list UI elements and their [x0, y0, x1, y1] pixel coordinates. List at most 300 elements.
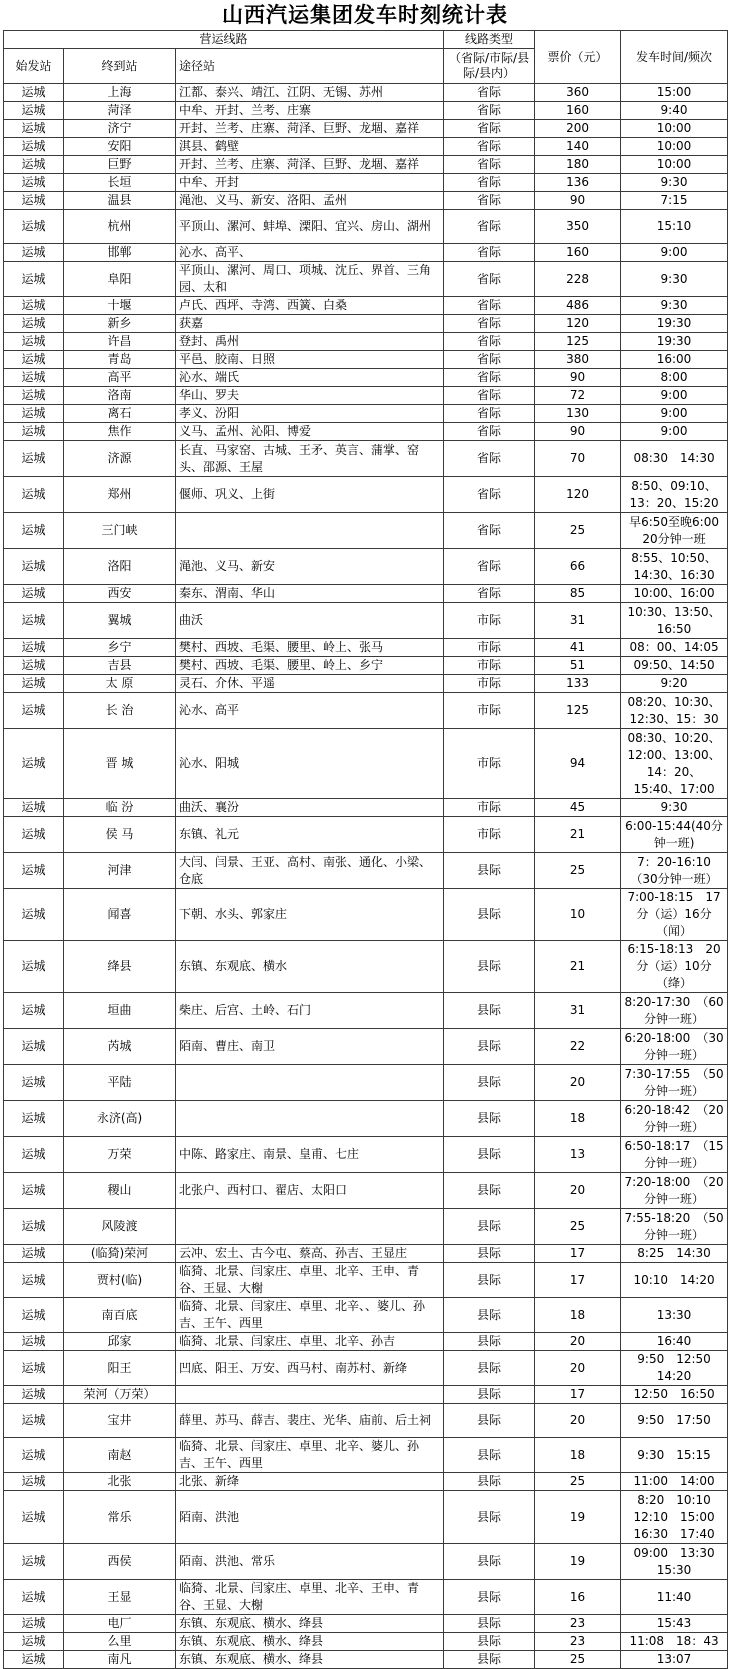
- origin-cell: 运城: [4, 853, 64, 889]
- schedule-cell: 9:30: [621, 297, 728, 315]
- via-cell: 下朝、水头、郭家庄: [176, 889, 444, 941]
- route-type-cell: 省际: [444, 315, 535, 333]
- table-row: [4, 84, 728, 102]
- table-row: [4, 853, 728, 889]
- via-cell: 平顶山、漯河、蚌埠、溧阳、宜兴、房山、湖州: [176, 210, 444, 244]
- origin-cell: 运城: [4, 262, 64, 297]
- route-type-cell: 市际: [444, 693, 535, 729]
- schedule-cell: 16:00: [621, 351, 728, 369]
- origin-cell: 运城: [4, 315, 64, 333]
- destination-cell: 荣河（万荣）: [64, 1386, 176, 1404]
- destination-cell: 杭州: [64, 210, 176, 244]
- route-type-sub-header: （省际/市际/县际/县内）: [444, 49, 535, 84]
- route-type-cell: 市际: [444, 603, 535, 639]
- via-cell: 平邑、胶南、日照: [176, 351, 444, 369]
- via-cell: 临猗、北景、闫家庄、卓里、北辛、王申、青谷、王显、大榭: [176, 1580, 444, 1615]
- table-row: [4, 817, 728, 853]
- price-cell: 200: [535, 120, 621, 138]
- route-type-cell: 县际: [444, 1333, 535, 1351]
- table-row: [4, 693, 728, 729]
- route-type-cell: 省际: [444, 387, 535, 405]
- price-cell: 85: [535, 585, 621, 603]
- price-cell: 136: [535, 174, 621, 192]
- price-cell: 17: [535, 1245, 621, 1263]
- schedule-cell: 10:00: [621, 120, 728, 138]
- schedule-cell: 19:30: [621, 333, 728, 351]
- schedule-cell: 15:43: [621, 1615, 728, 1633]
- schedule-cell: 6:50-18:17 （15分钟一班）: [621, 1137, 728, 1173]
- destination-cell: 离石: [64, 405, 176, 423]
- schedule-cell: 10:00: [621, 156, 728, 174]
- table-row: [4, 1651, 728, 1669]
- table-row: [4, 1333, 728, 1351]
- price-cell: 18: [535, 1438, 621, 1473]
- schedule-cell: 8:25 14:30: [621, 1245, 728, 1263]
- table-header: [4, 31, 728, 84]
- via-cell: 陌南、曹庄、南卫: [176, 1029, 444, 1065]
- table-row: [4, 1491, 728, 1544]
- schedule-cell: 9:00: [621, 244, 728, 262]
- price-cell: 45: [535, 799, 621, 817]
- via-cell: 长直、马家窑、古城、王矛、英言、蒲掌、窑头、邵源、王屋: [176, 441, 444, 477]
- origin-cell: 运城: [4, 1029, 64, 1065]
- table-row: [4, 585, 728, 603]
- schedule-cell: 6:00-15:44(40分钟一班): [621, 817, 728, 853]
- origin-cell: 运城: [4, 1651, 64, 1669]
- price-cell: 360: [535, 84, 621, 102]
- table-row: [4, 603, 728, 639]
- schedule-cell: 7:15: [621, 192, 728, 210]
- origin-cell: 运城: [4, 941, 64, 993]
- origin-header: 始发站: [4, 49, 64, 84]
- destination-cell: 稷山: [64, 1173, 176, 1209]
- origin-cell: 运城: [4, 423, 64, 441]
- destination-cell: 西安: [64, 585, 176, 603]
- table-row: [4, 333, 728, 351]
- route-type-cell: 县际: [444, 1173, 535, 1209]
- schedule-cell: 10:30、13:50、16:50: [621, 603, 728, 639]
- via-cell: [176, 1101, 444, 1137]
- schedule-cell: 9:00: [621, 423, 728, 441]
- route-type-cell: 县际: [444, 1386, 535, 1404]
- destination-cell: 闻喜: [64, 889, 176, 941]
- route-type-cell: 县际: [444, 1065, 535, 1101]
- destination-cell: 吉县: [64, 657, 176, 675]
- price-cell: 31: [535, 603, 621, 639]
- destination-cell: 万荣: [64, 1137, 176, 1173]
- schedule-cell: 10:10 14:20: [621, 1263, 728, 1298]
- price-cell: 25: [535, 513, 621, 549]
- page-title: 山西汽运集团发车时刻统计表: [222, 3, 508, 27]
- schedule-cell: 16:40: [621, 1333, 728, 1351]
- table-row: [4, 138, 728, 156]
- table-row: [4, 1544, 728, 1580]
- table-row: [4, 405, 728, 423]
- price-cell: 16: [535, 1580, 621, 1615]
- via-cell: 樊村、西坡、毛渠、腰里、岭上、张马: [176, 639, 444, 657]
- destination-header: 终到站: [64, 49, 176, 84]
- price-cell: 133: [535, 675, 621, 693]
- destination-cell: 电厂: [64, 1615, 176, 1633]
- price-cell: 160: [535, 102, 621, 120]
- via-cell: 开封、兰考、庄寨、菏泽、巨野、龙堌、嘉祥: [176, 156, 444, 174]
- origin-cell: 运城: [4, 1386, 64, 1404]
- schedule-cell: 8:20 10:10 12:10 15:00 16:30 17:40: [621, 1491, 728, 1544]
- schedule-cell: 11:00 14:00: [621, 1473, 728, 1491]
- route-type-cell: 省际: [444, 477, 535, 513]
- table-row: [4, 1386, 728, 1404]
- price-cell: 125: [535, 693, 621, 729]
- origin-cell: 运城: [4, 84, 64, 102]
- via-cell: 樊村、西坡、毛渠、腰里、岭上、乡宁: [176, 657, 444, 675]
- via-cell: [176, 1386, 444, 1404]
- via-cell: 卢氏、西坪、寺湾、西簧、白桑: [176, 297, 444, 315]
- destination-cell: 温县: [64, 192, 176, 210]
- destination-cell: 高平: [64, 369, 176, 387]
- destination-cell: 绛县: [64, 941, 176, 993]
- via-cell: 中牟、开封、兰考、庄寨: [176, 102, 444, 120]
- price-cell: 21: [535, 941, 621, 993]
- via-cell: 云冲、宏土、古今屯、蔡高、孙吉、王显庄: [176, 1245, 444, 1263]
- via-cell: 中牟、开封: [176, 174, 444, 192]
- table-row: [4, 156, 728, 174]
- destination-cell: 侯 马: [64, 817, 176, 853]
- price-cell: 25: [535, 853, 621, 889]
- schedule-cell: 9:30 15:15: [621, 1438, 728, 1473]
- table-row: [4, 639, 728, 657]
- table-row: [4, 1615, 728, 1633]
- route-type-cell: 县际: [444, 993, 535, 1029]
- table-row: [4, 369, 728, 387]
- table-row: [4, 192, 728, 210]
- via-cell: [176, 1209, 444, 1245]
- origin-cell: 运城: [4, 1101, 64, 1137]
- route-type-cell: 县际: [444, 1245, 535, 1263]
- schedule-cell: 15:10: [621, 210, 728, 244]
- schedule-cell: 7：20-16:10（30分钟一班）: [621, 853, 728, 889]
- origin-cell: 运城: [4, 1333, 64, 1351]
- origin-cell: 运城: [4, 477, 64, 513]
- table-row: [4, 477, 728, 513]
- route-type-cell: 县际: [444, 1633, 535, 1651]
- route-type-cell: 省际: [444, 441, 535, 477]
- schedule-table: [3, 30, 728, 1669]
- price-header: 票价（元）: [535, 31, 621, 84]
- via-cell: 临猗、北景、闫家庄、卓里、北辛、、婆儿、孙吉、王午、西里: [176, 1298, 444, 1333]
- table-row: [4, 1065, 728, 1101]
- route-type-cell: 省际: [444, 297, 535, 315]
- destination-cell: 安阳: [64, 138, 176, 156]
- destination-cell: 焦作: [64, 423, 176, 441]
- route-type-cell: 省际: [444, 369, 535, 387]
- destination-cell: 洛阳: [64, 549, 176, 585]
- schedule-cell: 09:00 13:30 15:30: [621, 1544, 728, 1580]
- schedule-cell: 7:00-18:15 17分（运）16分（闻）: [621, 889, 728, 941]
- via-header: 途径站: [176, 49, 444, 84]
- origin-cell: 运城: [4, 1298, 64, 1333]
- destination-cell: 济源: [64, 441, 176, 477]
- table-row: [4, 1209, 728, 1245]
- route-type-cell: 县际: [444, 1438, 535, 1473]
- origin-cell: 运城: [4, 369, 64, 387]
- via-cell: 沁水、阳城: [176, 729, 444, 799]
- route-type-cell: 省际: [444, 120, 535, 138]
- schedule-cell: 9:40: [621, 102, 728, 120]
- price-cell: 20: [535, 1404, 621, 1438]
- schedule-cell: 7:55-18:20 （50分钟一班）: [621, 1209, 728, 1245]
- via-cell: 大闫、闫景、王亚、高村、南张、通化、小梁、仓底: [176, 853, 444, 889]
- table-row: [4, 120, 728, 138]
- via-cell: 开封、兰考、庄寨、菏泽、巨野、龙堌、嘉祥: [176, 120, 444, 138]
- via-cell: 曲沃、襄汾: [176, 799, 444, 817]
- table-row: [4, 315, 728, 333]
- route-type-cell: 省际: [444, 210, 535, 244]
- price-cell: 13: [535, 1137, 621, 1173]
- origin-cell: 运城: [4, 1544, 64, 1580]
- table-row: [4, 675, 728, 693]
- schedule-cell: 08:30、10:20、12:00、13:00、14：20、15:40、17:00: [621, 729, 728, 799]
- schedule-cell: 9:30: [621, 799, 728, 817]
- via-cell: 义马、孟州、沁阳、博爱: [176, 423, 444, 441]
- table-row: [4, 1404, 728, 1438]
- route-type-cell: 县际: [444, 1029, 535, 1065]
- destination-cell: 十堰: [64, 297, 176, 315]
- price-cell: 90: [535, 192, 621, 210]
- price-cell: 90: [535, 369, 621, 387]
- price-cell: 20: [535, 1333, 621, 1351]
- origin-cell: 运城: [4, 639, 64, 657]
- schedule-cell: 11:08 18：43: [621, 1633, 728, 1651]
- origin-cell: 运城: [4, 603, 64, 639]
- price-cell: 19: [535, 1491, 621, 1544]
- via-cell: 沁水、高平、: [176, 244, 444, 262]
- price-cell: 72: [535, 387, 621, 405]
- destination-cell: 菏泽: [64, 102, 176, 120]
- route-type-cell: 省际: [444, 262, 535, 297]
- destination-cell: 郑州: [64, 477, 176, 513]
- via-cell: 获嘉: [176, 315, 444, 333]
- price-cell: 18: [535, 1298, 621, 1333]
- schedule-cell: 08:20、10:30、12:30、15：30: [621, 693, 728, 729]
- price-cell: 90: [535, 423, 621, 441]
- via-cell: 沁水、高平: [176, 693, 444, 729]
- schedule-cell: 7:30-17:55 （50分钟一班）: [621, 1065, 728, 1101]
- price-cell: 140: [535, 138, 621, 156]
- price-cell: 20: [535, 1173, 621, 1209]
- via-cell: 江都、泰兴、靖江、江阴、无锡、苏州: [176, 84, 444, 102]
- price-cell: 19: [535, 1544, 621, 1580]
- via-cell: 偃师、巩义、上街: [176, 477, 444, 513]
- destination-cell: 洛南: [64, 387, 176, 405]
- route-type-cell: 县际: [444, 1137, 535, 1173]
- destination-cell: 新乡: [64, 315, 176, 333]
- route-type-cell: 市际: [444, 799, 535, 817]
- schedule-cell: 9:00: [621, 387, 728, 405]
- via-cell: 华山、罗夫: [176, 387, 444, 405]
- price-cell: 180: [535, 156, 621, 174]
- destination-cell: 南百底: [64, 1298, 176, 1333]
- price-cell: 22: [535, 1029, 621, 1065]
- origin-cell: 运城: [4, 1580, 64, 1615]
- route-type-cell: 市际: [444, 657, 535, 675]
- destination-cell: 上海: [64, 84, 176, 102]
- price-cell: 66: [535, 549, 621, 585]
- route-type-cell: 省际: [444, 244, 535, 262]
- route-type-cell: 市际: [444, 817, 535, 853]
- route-type-cell: 省际: [444, 585, 535, 603]
- destination-cell: 宝井: [64, 1404, 176, 1438]
- price-cell: 41: [535, 639, 621, 657]
- price-cell: 21: [535, 817, 621, 853]
- via-cell: 临猗、北景、闫家庄、卓里、北辛、王申、青谷、王显、大榭: [176, 1263, 444, 1298]
- route-type-cell: 市际: [444, 675, 535, 693]
- destination-cell: 太 原: [64, 675, 176, 693]
- table-row: [4, 297, 728, 315]
- destination-cell: 南凡: [64, 1651, 176, 1669]
- origin-cell: 运城: [4, 156, 64, 174]
- destination-cell: 常乐: [64, 1491, 176, 1544]
- origin-cell: 运城: [4, 549, 64, 585]
- price-cell: 120: [535, 315, 621, 333]
- route-type-cell: 市际: [444, 639, 535, 657]
- schedule-header: 发车时间/频次: [621, 31, 728, 84]
- table-row: [4, 889, 728, 941]
- table-row: [4, 1101, 728, 1137]
- route-type-cell: 省际: [444, 333, 535, 351]
- route-type-cell: 省际: [444, 549, 535, 585]
- origin-cell: 运城: [4, 993, 64, 1029]
- schedule-cell: 6:20-18:42 （20分钟一班）: [621, 1101, 728, 1137]
- origin-cell: 运城: [4, 1404, 64, 1438]
- destination-cell: 临 汾: [64, 799, 176, 817]
- via-cell: 薛里、苏马、薛吉、裴庄、光华、庙前、后土祠: [176, 1404, 444, 1438]
- schedule-cell: 7:20-18:00 （20分钟一班）: [621, 1173, 728, 1209]
- price-cell: 125: [535, 333, 621, 351]
- origin-cell: 运城: [4, 333, 64, 351]
- price-cell: 31: [535, 993, 621, 1029]
- origin-cell: 运城: [4, 297, 64, 315]
- schedule-cell: 9:30: [621, 262, 728, 297]
- table-row: [4, 1173, 728, 1209]
- destination-cell: 长垣: [64, 174, 176, 192]
- destination-cell: 么里: [64, 1633, 176, 1651]
- route-type-cell: 县际: [444, 1651, 535, 1669]
- origin-cell: 运城: [4, 210, 64, 244]
- table-row: [4, 1351, 728, 1386]
- destination-cell: 芮城: [64, 1029, 176, 1065]
- origin-cell: 运城: [4, 1245, 64, 1263]
- origin-cell: 运城: [4, 102, 64, 120]
- origin-cell: 运城: [4, 1491, 64, 1544]
- route-type-cell: 县际: [444, 1298, 535, 1333]
- origin-cell: 运城: [4, 244, 64, 262]
- price-cell: 94: [535, 729, 621, 799]
- via-cell: 沁水、端氏: [176, 369, 444, 387]
- price-cell: 17: [535, 1386, 621, 1404]
- price-cell: 23: [535, 1615, 621, 1633]
- via-cell: 北张户、西村口、翟店、太阳口: [176, 1173, 444, 1209]
- table-row: [4, 657, 728, 675]
- via-cell: 陌南、洪池: [176, 1491, 444, 1544]
- route-type-cell: 县际: [444, 1101, 535, 1137]
- via-cell: 曲沃: [176, 603, 444, 639]
- schedule-cell: 9:50 17:50: [621, 1404, 728, 1438]
- schedule-cell: 8:20-17:30 （60分钟一班）: [621, 993, 728, 1029]
- origin-cell: 运城: [4, 441, 64, 477]
- route-type-header: 线路类型: [444, 31, 535, 49]
- destination-cell: 邱家: [64, 1333, 176, 1351]
- origin-cell: 运城: [4, 138, 64, 156]
- table-row: [4, 423, 728, 441]
- via-cell: 渑池、义马、新安、洛阳、孟州: [176, 192, 444, 210]
- schedule-cell: 10:00: [621, 138, 728, 156]
- route-type-cell: 省际: [444, 156, 535, 174]
- destination-cell: 阳王: [64, 1351, 176, 1386]
- route-type-cell: 省际: [444, 84, 535, 102]
- price-cell: 25: [535, 1651, 621, 1669]
- table-row: [4, 1029, 728, 1065]
- price-cell: 120: [535, 477, 621, 513]
- price-cell: 350: [535, 210, 621, 244]
- route-type-cell: 县际: [444, 1404, 535, 1438]
- destination-cell: 翼城: [64, 603, 176, 639]
- price-cell: 70: [535, 441, 621, 477]
- schedule-cell: 10:00、16:00: [621, 585, 728, 603]
- via-cell: 临猗、北景、闫家庄、卓里、北辛、孙吉: [176, 1333, 444, 1351]
- origin-cell: 运城: [4, 174, 64, 192]
- route-type-cell: 省际: [444, 405, 535, 423]
- header-row-group: [4, 31, 728, 49]
- price-cell: 486: [535, 297, 621, 315]
- schedule-cell: 8:50、09:10、13：20、15:20: [621, 477, 728, 513]
- route-type-cell: 省际: [444, 351, 535, 369]
- origin-cell: 运城: [4, 1209, 64, 1245]
- via-cell: 东镇、东观底、横水、绛县: [176, 1651, 444, 1669]
- destination-cell: 河津: [64, 853, 176, 889]
- route-type-cell: 省际: [444, 102, 535, 120]
- destination-cell: 邯郸: [64, 244, 176, 262]
- route-type-cell: 县际: [444, 1615, 535, 1633]
- route-type-cell: 省际: [444, 192, 535, 210]
- schedule-cell: 6:15-18:13 20分（运）10分（绛）: [621, 941, 728, 993]
- origin-cell: 运城: [4, 1137, 64, 1173]
- destination-cell: 青岛: [64, 351, 176, 369]
- via-cell: 平顶山、漯河、周口、项城、沈丘、界首、三角园、太和: [176, 262, 444, 297]
- origin-cell: 运城: [4, 192, 64, 210]
- destination-cell: 巨野: [64, 156, 176, 174]
- destination-cell: 北张: [64, 1473, 176, 1491]
- destination-cell: 垣曲: [64, 993, 176, 1029]
- route-group-header: 营运线路: [4, 31, 444, 49]
- table-row: [4, 1137, 728, 1173]
- origin-cell: 运城: [4, 513, 64, 549]
- price-cell: 130: [535, 405, 621, 423]
- origin-cell: 运城: [4, 889, 64, 941]
- route-type-cell: 县际: [444, 1473, 535, 1491]
- route-type-cell: 县际: [444, 853, 535, 889]
- price-cell: 25: [535, 1473, 621, 1491]
- via-cell: 北张、新绛: [176, 1473, 444, 1491]
- table-body: [4, 84, 728, 1669]
- via-cell: 秦东、渭南、华山: [176, 585, 444, 603]
- origin-cell: 运城: [4, 120, 64, 138]
- route-type-cell: 市际: [444, 729, 535, 799]
- table-row: [4, 351, 728, 369]
- table-row: [4, 441, 728, 477]
- table-row: [4, 1245, 728, 1263]
- table-row: [4, 1580, 728, 1615]
- price-cell: 228: [535, 262, 621, 297]
